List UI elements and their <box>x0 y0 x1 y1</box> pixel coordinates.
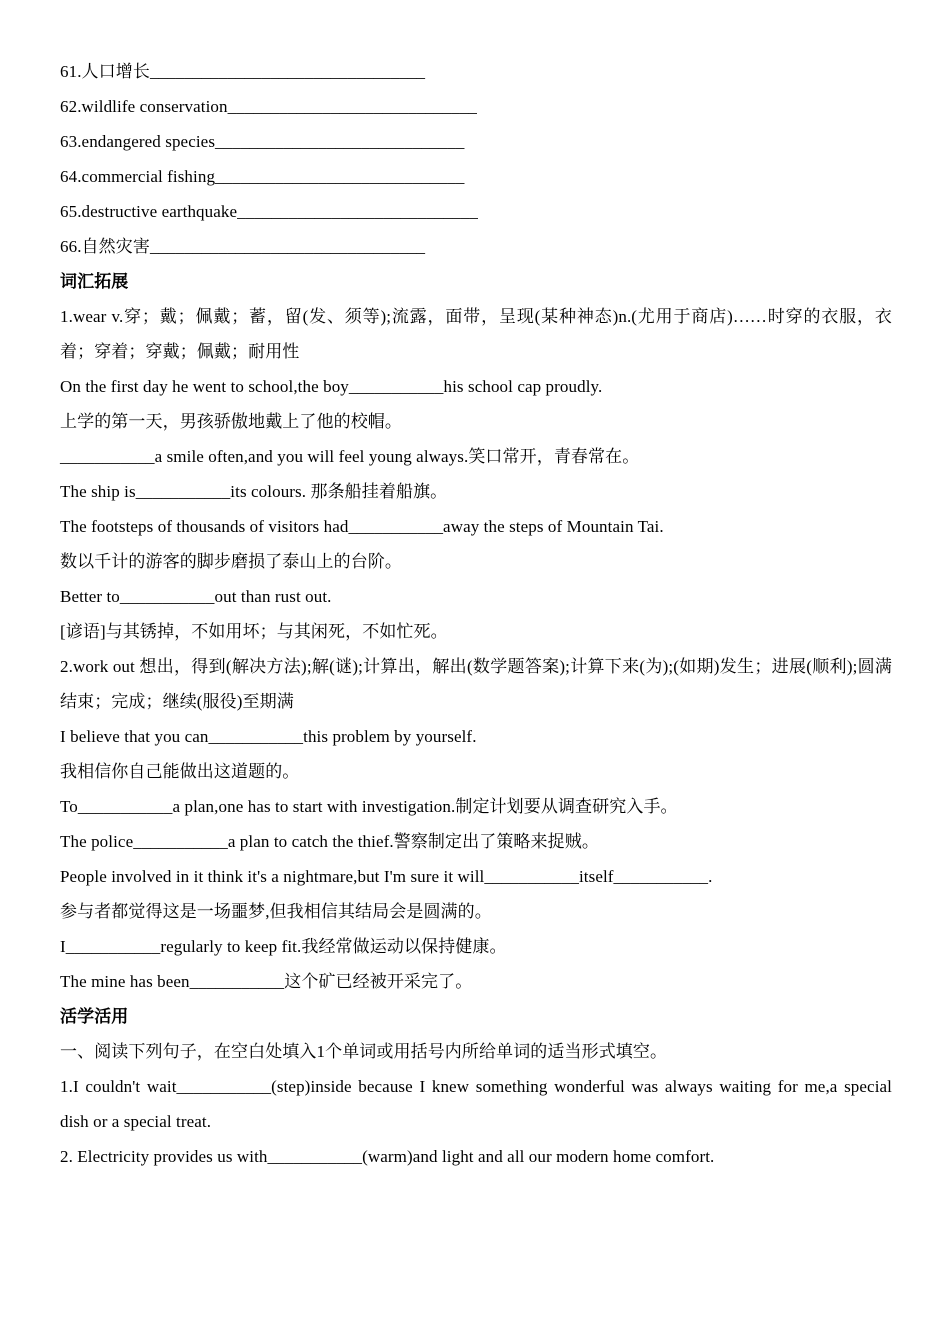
sentence-wear-example-1-zh: 上学的第一天，男孩骄傲地戴上了他的校帽。 <box>60 412 402 431</box>
sentence-workout-example-1-en: I believe that you can___________this problem by yourself. <box>60 727 477 746</box>
sentence-workout-example-4-en: People involved in it think it's a nightmare,but I'm sure it will___________itself___________. <box>60 867 713 886</box>
sentence-workout-example-4-zh: 参与者都觉得这是一场噩梦,但我相信其结局会是圆满的。 <box>60 902 492 921</box>
heading-vocabulary-expansion: 词汇拓展 <box>60 272 129 291</box>
sentence-workout-example-3: The police___________a plan to catch the thief.警察制定出了策略来捉贼。 <box>60 832 599 851</box>
heading-practical-use: 活学活用 <box>60 1007 129 1026</box>
sentence-workout-example-2: To___________a plan,one has to start with investigation.制定计划要从调查研究入手。 <box>60 797 678 816</box>
sentence-wear-example-4-zh: 数以千计的游客的脚步磨损了泰山上的台阶。 <box>60 552 402 571</box>
phrase-item-62: 62.wildlife conservation_____________________________ <box>60 97 478 116</box>
phrase-item-66: 66.自然灾害________________________________ <box>60 237 426 256</box>
entry-work-out-definition: 2.work out 想出，得到(解决方法);解(谜);计算出，解出(数学题答案);计算下来(为);(如期)发生；进展(顺利);圆满结束；完成；继续(服役)至期满 <box>60 657 892 711</box>
phrase-item-61: 61.人口增长________________________________ <box>60 62 426 81</box>
exercise-item-1: 1.I couldn't wait___________(step)inside because I knew something wonderful was always waiting for me,a special dish or a special treat. <box>60 1077 892 1131</box>
phrase-item-65: 65.destructive earthquake____________________________ <box>60 202 478 221</box>
sentence-wear-example-1-en: On the first day he went to school,the boy___________his school cap proudly. <box>60 377 603 396</box>
sentence-wear-example-3: The ship is___________its colours. 那条船挂着船旗。 <box>60 482 448 501</box>
sentence-workout-example-5: I___________regularly to keep fit.我经常做运动以保持健康。 <box>60 937 507 956</box>
phrase-item-63: 63.endangered species_____________________________ <box>60 132 465 151</box>
sentence-wear-example-2: ___________a smile often,and you will feel young always.笑口常开，青春常在。 <box>60 447 640 466</box>
sentence-workout-example-1-zh: 我相信你自己能做出这道题的。 <box>60 762 300 781</box>
exercise-instruction: 一、阅读下列句子，在空白处填入1个单词或用括号内所给单词的适当形式填空。 <box>60 1042 668 1061</box>
sentence-wear-example-5-zh: [谚语]与其锈掉，不如用坏；与其闲死，不如忙死。 <box>60 622 448 641</box>
exercise-item-2: 2. Electricity provides us with___________(warm)and light and all our modern home comfort. <box>60 1147 715 1166</box>
sentence-wear-example-5-en: Better to___________out than rust out. <box>60 587 332 606</box>
sentence-workout-example-6: The mine has been___________这个矿已经被开采完了。 <box>60 972 473 991</box>
sentence-wear-example-4-en: The footsteps of thousands of visitors had___________away the steps of Mountain Tai. <box>60 517 664 536</box>
entry-wear-definition: 1.wear v.穿；戴；佩戴；蓄，留(发、须等);流露，面带，呈现(某种神态)n.(尤用于商店)……时穿的衣服，衣着；穿着；穿戴；佩戴；耐用性 <box>60 307 892 361</box>
phrase-item-64: 64.commercial fishing_____________________________ <box>60 167 465 186</box>
